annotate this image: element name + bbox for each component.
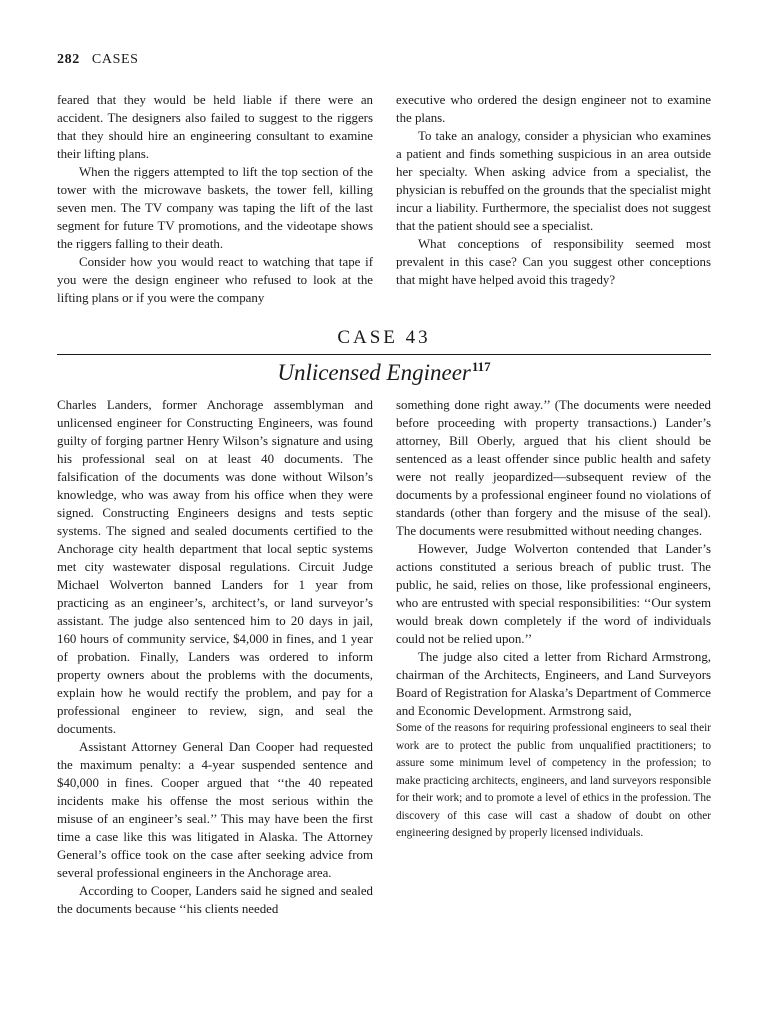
- paragraph: According to Cooper, Landers said he signed and sealed the documents because ‘‘his clients needed: [57, 884, 373, 916]
- top-right-column: [396, 91, 711, 289]
- paragraph: However, Judge Wolverton contended that Lander’s actions constituted a serious breach of public trust. The public, he said, relies on those, like professional engineers, who are entrusted with special responsibilities: ‘‘Our system would break down completely if the word of individuals could not be relied upon.’’: [396, 542, 711, 646]
- paragraph: When the riggers attempted to lift the top section of the tower with the microwave baskets, the tower fell, killing seven men. The TV company was taping the lift of the last segment for future TV promotions, and the videotape shows the riggers falling to their death.: [57, 165, 373, 251]
- paragraph: What conceptions of responsibility seemed most prevalent in this case? Can you suggest other conceptions that might have helped avoid this tragedy?: [396, 237, 711, 287]
- case-title-text: Unlicensed Engineer: [277, 360, 471, 385]
- heading-rule: [57, 354, 711, 355]
- paragraph: Assistant Attorney General Dan Cooper had requested the maximum penalty: a 4-year suspended sentence and $40,000 in fines. Cooper argued that ‘‘the 40 repeated incidents make his offense the most serious within the misuse of an engineer’s seal.’’ This may have been the first time a case like this was litigated in Alaska. The Attorney General’s office took on the case after seeking advice from several professional engineers in the Anchorage area.: [57, 740, 373, 880]
- paragraph: feared that they would be held liable if there were an accident. The designers also failed to suggest to the riggers that they should hire an engineering consultant to examine their lifting plans.: [57, 93, 373, 161]
- bottom-right-column: [396, 396, 711, 843]
- paragraph: executive who ordered the design engineer not to examine the plans.: [396, 93, 711, 125]
- running-header: [57, 52, 139, 68]
- footnote-marker: 117: [471, 359, 491, 375]
- case-number-heading: CASE 43: [337, 327, 431, 348]
- paragraph: something done right away.’’ (The documents were needed before proceeding with property transactions.) Lander’s attorney, Bill Oberly, argued that his client should be sentenced as a least offender since public health and safety were not really jeopardized—subsequent review of the documents by a professional engineer found no violations of standards (other than forgery and the misuse of the seal). The documents were resubmitted without needing changes.: [396, 398, 711, 538]
- bottom-left-column: [57, 396, 373, 918]
- paragraph: The judge also cited a letter from Richard Armstrong, chairman of the Architects, Engineers, and Land Surveyors Board of Registration for Alaska’s Department of Commerce and Economic Development. Armstrong said,: [396, 650, 711, 718]
- paragraph: To take an analogy, consider a physician who examines a patient and finds something suspicious in an area outside her specialty. When asking advice from a specialist, the physician is rebuffed on the grounds that the specialist might incur a liability. Furthermore, the specialist does not suggest that the patient should see a specialist.: [396, 129, 711, 233]
- paragraph: Consider how you would react to watching that tape if you were the design engineer who refused to look at the lifting plans or if you were the company: [57, 255, 373, 305]
- block-quote: Some of the reasons for requiring professional engineers to seal their work are to protect the public from unqualified practitioners; to assure some minimum level of competency in the profession; to make practicing architects, engineers, and land surveyors responsible for their work; and to promote a level of ethics in the profession. The discovery of this case will cast a shadow of doubt on other engineering designed by properly licensed individuals.: [396, 722, 711, 839]
- top-left-column: [57, 91, 373, 307]
- case-title: [57, 360, 711, 386]
- page-number: 282: [57, 52, 80, 67]
- paragraph: Charles Landers, former Anchorage assemblyman and unlicensed engineer for Constructing Engineers, was found guilty of forging partner Henry Wilson’s signature and using his professional seal on at least 40 documents. The falsification of the documents was done without Wilson’s knowledge, who was away from his office when they were signed. Constructing Engineers designs and tests septic systems. The signed and sealed documents certified to the Anchorage city health department that local septic systems met city wastewater disposal regulations. Circuit Judge Michael Wolverton banned Landers for 1 year from practicing as an engineer’s, architect’s, or land surveyor’s assistant. The judge also sentenced him to 20 days in jail, 160 hours of community service, $4,000 in fines, and 1 year of probation. Finally, Landers was ordered to inform property owners about the problems with the documents, explain how he would rectify the problem, and pay for a professional engineer to review, sign, and seal the documents.: [57, 398, 373, 736]
- section-title: CASES: [91, 52, 139, 67]
